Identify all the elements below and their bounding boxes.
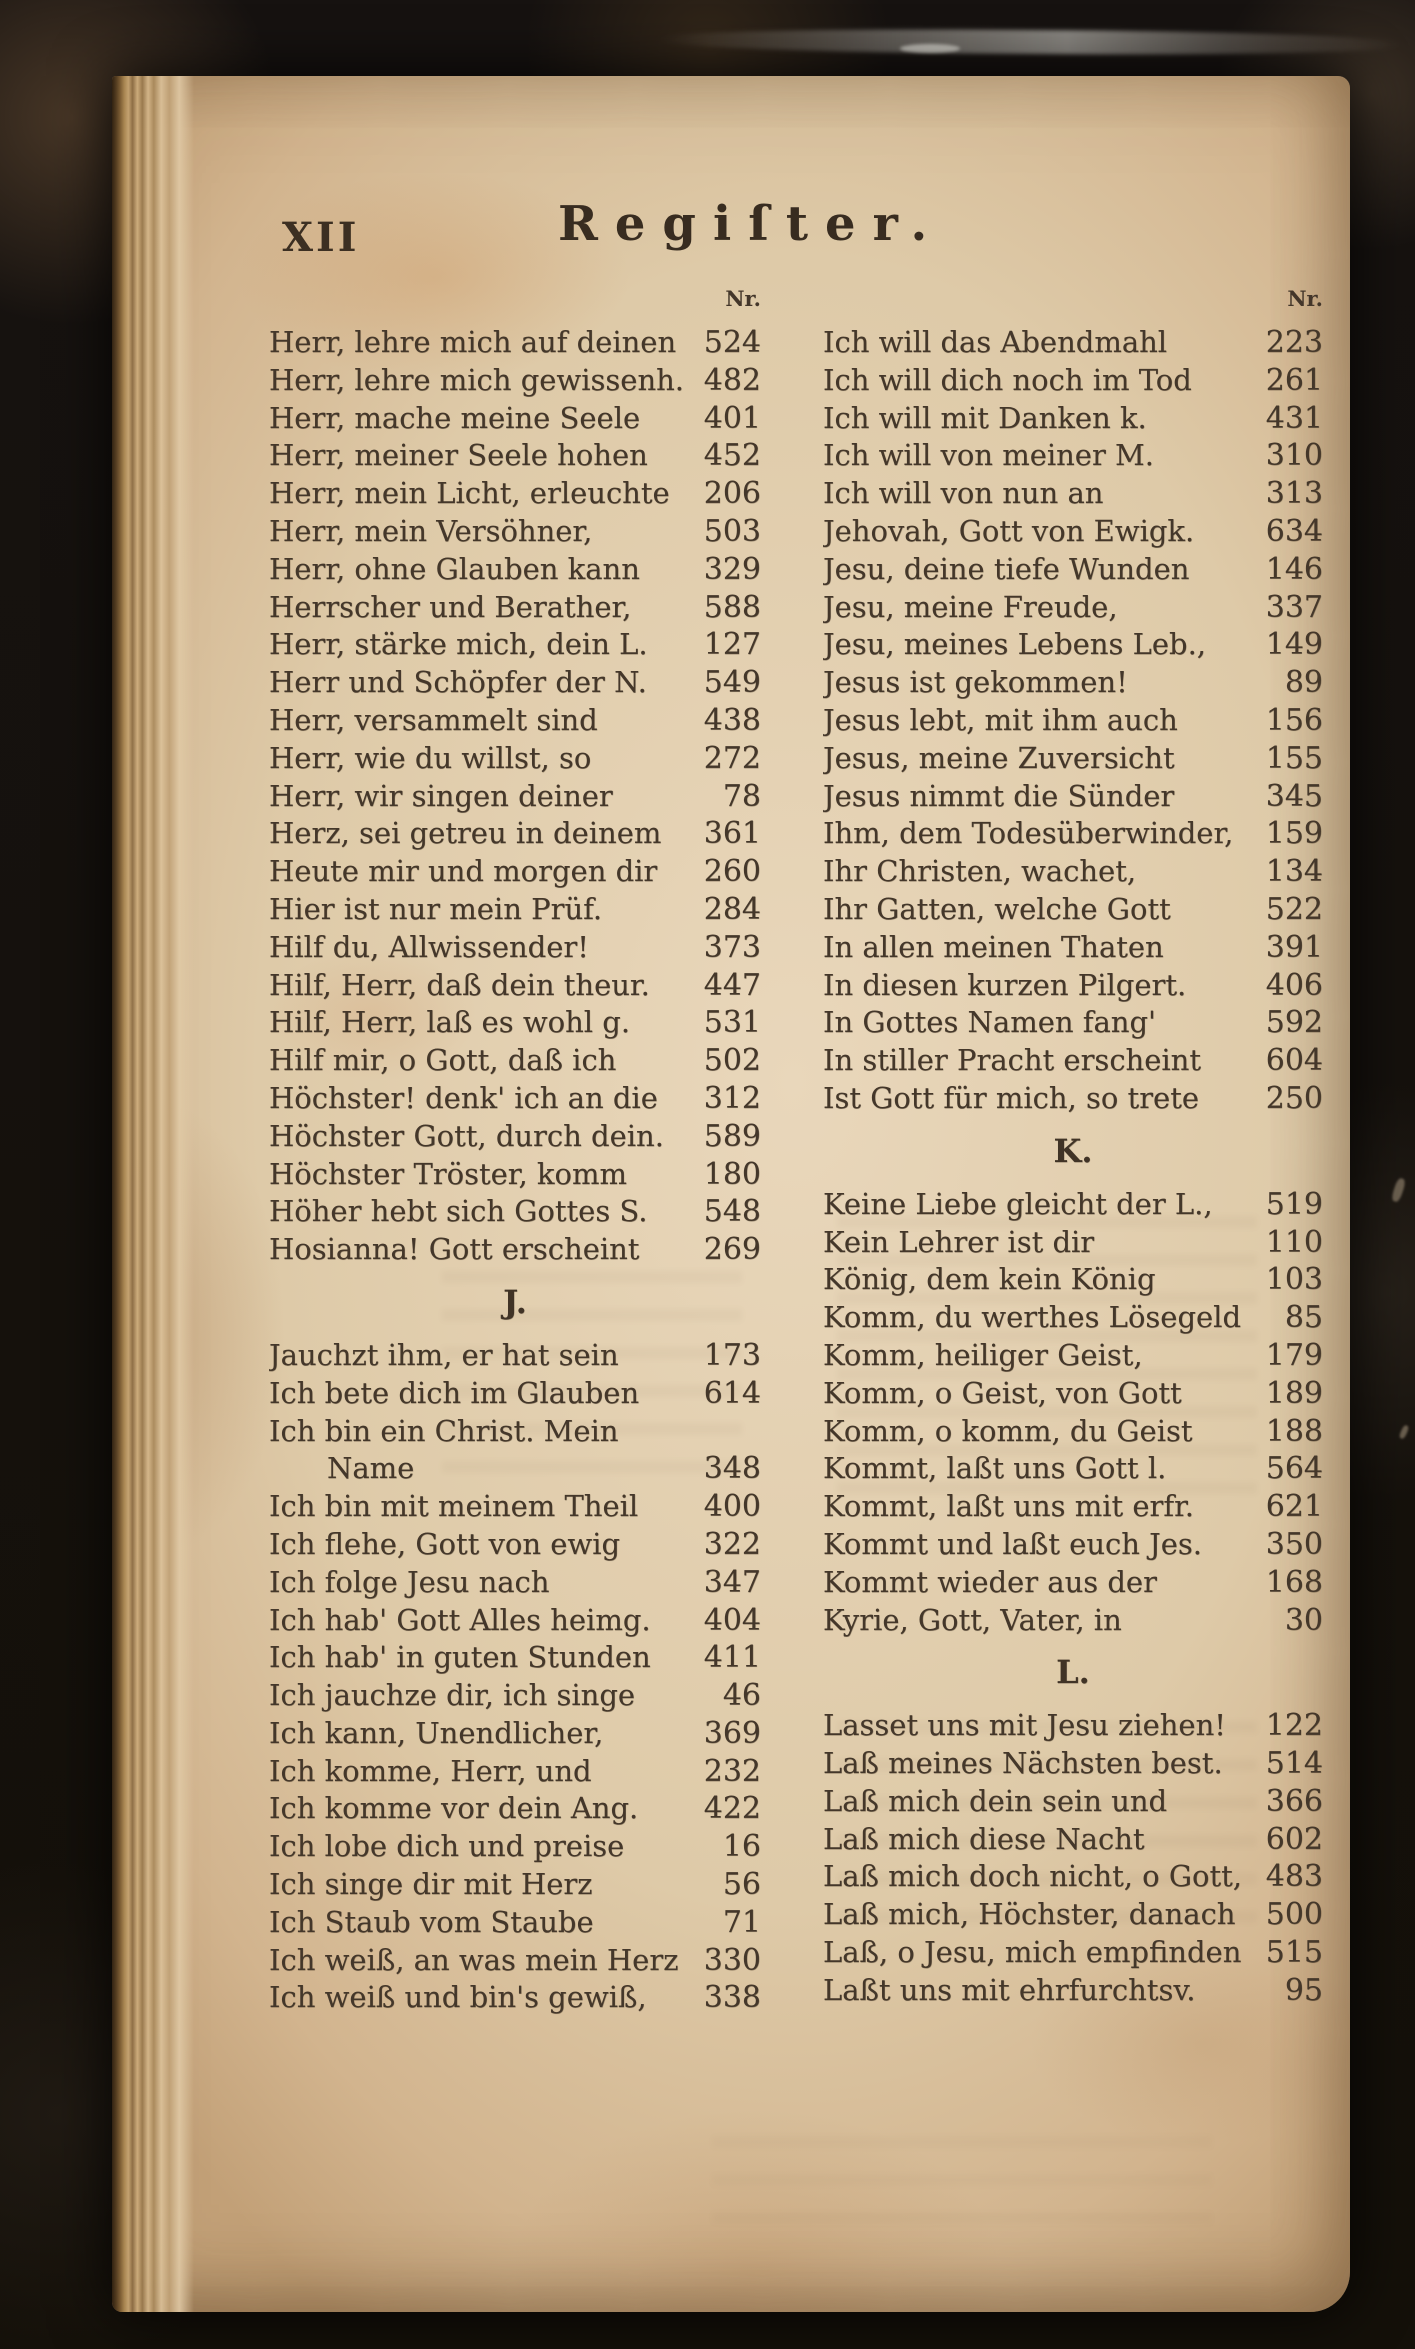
hymn-number: 71	[722, 1904, 761, 1940]
hymn-first-line: Herr, mein Versöhner,	[269, 513, 593, 548]
hymn-first-line: Ihr Gatten, welche Gott	[823, 891, 1171, 926]
hymn-number: 602	[1265, 1821, 1323, 1857]
register-entry	[823, 1224, 1323, 1262]
hymn-number: 78	[722, 778, 761, 814]
hymn-number: 250	[1265, 1080, 1323, 1116]
register-entry	[823, 1450, 1323, 1488]
hymn-number: 103	[1265, 1262, 1323, 1298]
hymn-first-line: Jesu, meines Lebens Leb.,	[823, 627, 1207, 662]
hymn-first-line: Heute mir und morgen dir	[269, 854, 658, 889]
hymn-number: 85	[1284, 1300, 1323, 1336]
register-entry	[823, 1526, 1323, 1564]
hymn-first-line: Ich Staub vom Staube	[269, 1904, 594, 1939]
register-entry	[269, 324, 761, 362]
hymn-number: 95	[1284, 1972, 1323, 2008]
hymn-number: 16	[722, 1829, 761, 1865]
hymn-first-line: Ist Gott für mich, so trete	[823, 1080, 1200, 1115]
hymn-number: 404	[703, 1602, 761, 1638]
register-entry	[823, 362, 1323, 400]
hymn-first-line: Ich flehe, Gott von ewig	[269, 1526, 621, 1561]
number-column-header-left: Nr.	[725, 286, 761, 311]
register-columns	[269, 324, 1323, 2017]
hymn-number: 310	[1265, 438, 1323, 474]
hymn-number: 159	[1265, 816, 1323, 852]
hymn-number: 180	[703, 1156, 761, 1192]
hymn-number: 313	[1265, 476, 1323, 512]
register-entry	[823, 400, 1323, 438]
register-entry	[823, 740, 1323, 778]
hymn-number: 634	[1265, 513, 1323, 549]
register-entry	[269, 1042, 761, 1080]
hymn-first-line: In allen meinen Thaten	[823, 929, 1164, 964]
register-entry	[823, 1488, 1323, 1526]
hymn-number: 330	[703, 1942, 761, 1978]
hymn-first-line: Komm, heiliger Geist,	[823, 1337, 1143, 1372]
hymn-first-line: Ich bin ein Christ. Mein	[269, 1413, 619, 1448]
cover-highlight-dash	[900, 44, 960, 53]
hymn-number: 604	[1265, 1043, 1323, 1079]
register-entry	[823, 778, 1323, 816]
hymn-first-line: Herr, wir singen deiner	[269, 778, 613, 813]
hymn-number: 149	[1265, 627, 1323, 663]
register-entry	[823, 1004, 1323, 1042]
hymn-number: 564	[1265, 1451, 1323, 1487]
hymn-number: 312	[703, 1080, 761, 1116]
hymn-first-line: Name	[327, 1451, 415, 1486]
register-entry	[823, 1821, 1323, 1859]
cover-highlight-streak	[660, 27, 1400, 56]
hymn-first-line: Ihm, dem Todesüberwinder,	[823, 816, 1234, 851]
hymn-number: 261	[1265, 362, 1323, 398]
hymn-first-line: Kyrie, Gott, Vater, in	[823, 1602, 1122, 1637]
hymn-number: 447	[703, 967, 761, 1003]
hymn-number: 284	[703, 891, 761, 927]
hymn-number: 366	[1265, 1783, 1323, 1819]
hymn-number: 614	[703, 1375, 761, 1411]
register-entry	[269, 853, 761, 891]
hymn-first-line: Herr, meiner Seele hohen	[269, 438, 648, 473]
register-entry	[269, 1866, 761, 1904]
register-entry	[823, 1261, 1323, 1299]
hymn-first-line: Herr, versammelt sind	[269, 702, 598, 737]
hymn-number: 422	[703, 1791, 761, 1827]
hymn-first-line: Ich jauchze dir, ich singe	[269, 1678, 636, 1713]
book-page	[112, 76, 1350, 2312]
register-entry	[823, 1858, 1323, 1896]
register-entry	[823, 815, 1323, 853]
hymn-first-line: Komm, o Geist, von Gott	[823, 1375, 1182, 1410]
hymn-number: 522	[1265, 891, 1323, 927]
hymn-number: 223	[1265, 325, 1323, 360]
hymn-first-line: Ich kann, Unendlicher,	[269, 1715, 604, 1750]
hymn-first-line: Kein Lehrer ist dir	[823, 1224, 1095, 1259]
register-entry	[823, 626, 1323, 664]
hymn-number: 134	[1265, 854, 1323, 890]
register-entry	[269, 1979, 761, 2017]
hymn-number: 391	[1265, 929, 1323, 965]
hymn-number: 514	[1265, 1746, 1323, 1782]
hymn-number: 411	[703, 1640, 761, 1676]
hymn-first-line: Ich hab' in guten Stunden	[269, 1640, 651, 1675]
register-entry	[823, 1186, 1323, 1224]
hymn-number: 338	[703, 1980, 761, 2016]
register-entry	[269, 967, 761, 1005]
page-title: Regiſter.	[558, 196, 945, 252]
hymn-number: 438	[703, 702, 761, 738]
hymn-first-line: Jauchzt ihm, er hat sein	[269, 1337, 619, 1372]
hymn-first-line: Komm, du werthes Lösegeld	[823, 1300, 1242, 1335]
register-entry	[269, 1450, 761, 1488]
hymn-number: 350	[1265, 1526, 1323, 1562]
register-entry	[269, 702, 761, 740]
register-entry	[269, 1375, 761, 1413]
hymn-first-line: Laß mich doch nicht, o Gott,	[823, 1859, 1242, 1894]
hymn-first-line: Ihr Christen, wachet,	[823, 854, 1137, 889]
register-entry	[269, 1413, 761, 1451]
hymn-first-line: Herr, stärke mich, dein L.	[269, 627, 648, 662]
register-entry	[269, 1828, 761, 1866]
hymn-first-line: In diesen kurzen Pilgert.	[823, 967, 1187, 1002]
register-entry	[823, 324, 1323, 362]
hymn-first-line: Jesus lebt, mit ihm auch	[823, 702, 1178, 737]
hymn-number: 524	[703, 325, 761, 360]
hymn-number: 56	[722, 1867, 761, 1903]
hymn-number: 179	[1265, 1337, 1323, 1373]
hymn-first-line: Ich will von nun an	[823, 476, 1104, 511]
register-entry	[823, 1080, 1323, 1118]
register-entry	[269, 362, 761, 400]
hymn-first-line: König, dem kein König	[823, 1262, 1156, 1297]
register-entry	[269, 778, 761, 816]
hymn-first-line: Kommt wieder aus der	[823, 1564, 1157, 1599]
hymn-number: 232	[703, 1753, 761, 1789]
margin-mark	[1398, 1424, 1409, 1439]
section-heading: L.	[1056, 1653, 1090, 1692]
hymn-number: 500	[1265, 1897, 1323, 1933]
hymn-first-line: Jesus ist gekommen!	[823, 665, 1128, 700]
hymn-first-line: Höchster Gott, durch dein.	[269, 1118, 664, 1153]
register-entry	[269, 891, 761, 929]
register-entry	[269, 1526, 761, 1564]
hymn-number: 482	[703, 362, 761, 398]
hymn-number: 621	[1265, 1489, 1323, 1525]
hymn-number: 347	[703, 1564, 761, 1600]
register-entry	[269, 1564, 761, 1602]
hymn-first-line: In stiller Pracht erscheint	[823, 1043, 1202, 1078]
hymn-first-line: Hosianna! Gott erscheint	[269, 1232, 640, 1267]
register-entry	[823, 1413, 1323, 1451]
register-entry	[269, 551, 761, 589]
hymn-first-line: Laß mich, Höchster, danach	[823, 1897, 1236, 1932]
register-entry	[269, 437, 761, 475]
hymn-number: 110	[1265, 1224, 1323, 1260]
register-entry	[823, 1745, 1323, 1783]
register-entry	[823, 513, 1323, 551]
register-entry	[269, 664, 761, 702]
register-entry	[269, 1715, 761, 1753]
hymn-first-line: Herr und Schöpfer der N.	[269, 665, 647, 700]
hymn-number: 173	[703, 1337, 761, 1373]
register-entry	[269, 1904, 761, 1942]
hymn-first-line: Ich bin mit meinem Theil	[269, 1489, 639, 1524]
hymn-first-line: Herr, lehre mich gewissenh.	[269, 362, 685, 397]
register-entry	[269, 1156, 761, 1194]
hymn-first-line: Jesu, deine tiefe Wunden	[823, 551, 1190, 586]
hymn-first-line: Herr, mache meine Seele	[269, 400, 641, 435]
register-entry	[269, 815, 761, 853]
hymn-first-line: In Gottes Namen fang'	[823, 1005, 1157, 1040]
register-entry	[269, 1677, 761, 1715]
hymn-first-line: Jehovah, Gott von Ewigk.	[823, 513, 1195, 548]
hymn-first-line: Laß mich diese Nacht	[823, 1821, 1145, 1856]
register-entry	[269, 1231, 761, 1269]
register-entry	[823, 1602, 1323, 1640]
hymn-first-line: Ich will von meiner M.	[823, 438, 1154, 473]
hymn-number: 483	[1265, 1859, 1323, 1895]
hymn-number: 406	[1265, 967, 1323, 1003]
register-entry	[823, 967, 1323, 1005]
register-entry	[269, 626, 761, 664]
hymn-number: 269	[703, 1232, 761, 1268]
register-entry	[269, 1193, 761, 1231]
hymn-number: 400	[703, 1489, 761, 1525]
hymn-first-line: Hilf, Herr, laß es wohl g.	[269, 1005, 631, 1040]
register-entry	[269, 1118, 761, 1156]
hymn-number: 548	[703, 1194, 761, 1230]
hymn-first-line: Höher hebt sich Gottes S.	[269, 1194, 648, 1229]
hymn-number: 322	[703, 1526, 761, 1562]
hymn-first-line: Lasset uns mit Jesu ziehen!	[823, 1708, 1226, 1743]
hymn-number: 272	[703, 740, 761, 776]
register-entry	[269, 1790, 761, 1828]
hymn-number: 401	[703, 400, 761, 436]
register-entry	[269, 475, 761, 513]
hymn-first-line: Kommt, laßt uns Gott l.	[823, 1451, 1167, 1486]
hymn-first-line: Ich lobe dich und preise	[269, 1829, 625, 1864]
hymn-number: 515	[1265, 1935, 1323, 1971]
register-entry	[823, 1934, 1323, 1972]
hymn-first-line: Hilf mir, o Gott, daß ich	[269, 1043, 617, 1078]
register-entry	[269, 1639, 761, 1677]
hymn-number: 168	[1265, 1564, 1323, 1600]
hymn-first-line: Ich folge Jesu nach	[269, 1564, 550, 1599]
hymn-number: 348	[703, 1451, 761, 1487]
hymn-number: 127	[703, 627, 761, 663]
register-entry	[823, 1783, 1323, 1821]
register-entry	[269, 400, 761, 438]
hymn-number: 503	[703, 513, 761, 549]
hymn-first-line: Höchster Tröster, komm	[269, 1156, 627, 1191]
register-entry	[823, 551, 1323, 589]
hymn-number: 588	[703, 589, 761, 625]
hymn-number: 146	[1265, 551, 1323, 587]
left-column	[269, 324, 761, 2017]
hymn-first-line: Keine Liebe gleicht der L.,	[823, 1186, 1213, 1221]
hymn-number: 452	[703, 438, 761, 474]
register-entry	[269, 1004, 761, 1042]
hymn-number: 592	[1265, 1005, 1323, 1041]
register-entry	[269, 589, 761, 627]
hymn-number: 89	[1284, 665, 1323, 701]
hymn-first-line: Hilf du, Allwissender!	[269, 929, 589, 964]
section-heading: K.	[1053, 1131, 1093, 1170]
hymn-number: 361	[703, 816, 761, 852]
register-entry	[823, 1564, 1323, 1602]
register-entry	[269, 1942, 761, 1980]
register-entry	[823, 1042, 1323, 1080]
register-entry	[823, 1707, 1323, 1745]
hymn-number: 155	[1265, 740, 1323, 776]
hymn-first-line: Jesus nimmt die Sünder	[823, 778, 1175, 813]
register-entry	[269, 1602, 761, 1640]
hymn-number: 337	[1265, 589, 1323, 625]
register-entry	[269, 1488, 761, 1526]
hymn-first-line: Jesus, meine Zuversicht	[823, 740, 1175, 775]
hymn-number: 345	[1265, 778, 1323, 814]
hymn-number: 30	[1284, 1602, 1323, 1638]
hymn-number: 519	[1265, 1186, 1323, 1222]
register-entry	[823, 702, 1323, 740]
hymn-first-line: Ich weiß, an was mein Herz	[269, 1942, 679, 1977]
register-entry	[269, 929, 761, 967]
hymn-first-line: Hier ist nur mein Prüf.	[269, 891, 603, 926]
register-entry	[823, 664, 1323, 702]
hymn-first-line: Komm, o komm, du Geist	[823, 1413, 1193, 1448]
hymn-number: 206	[703, 476, 761, 512]
register-entry	[823, 929, 1323, 967]
hymn-first-line: Herr, mein Licht, erleuchte	[269, 476, 670, 511]
hymn-first-line: Herr, wie du willst, so	[269, 740, 592, 775]
register-entry	[823, 1896, 1323, 1934]
hymn-first-line: Ich will mit Danken k.	[823, 400, 1147, 435]
register-entry	[269, 513, 761, 551]
hymn-number: 502	[703, 1043, 761, 1079]
register-entry	[823, 1375, 1323, 1413]
hymn-first-line: Herz, sei getreu in deinem	[269, 816, 662, 851]
hymn-number: 549	[703, 665, 761, 701]
number-column-header-right: Nr.	[1287, 286, 1323, 311]
hymn-number: 189	[1265, 1375, 1323, 1411]
hymn-first-line: Laß mich dein sein und	[823, 1783, 1168, 1818]
register-entry	[823, 475, 1323, 513]
register-entry	[269, 1080, 761, 1118]
hymn-number: 122	[1265, 1708, 1323, 1744]
hymn-first-line: Höchster! denk' ich an die	[269, 1080, 658, 1115]
register-entry	[823, 1972, 1323, 2010]
register-entry	[823, 437, 1323, 475]
hymn-number: 369	[703, 1715, 761, 1751]
register-entry	[823, 1299, 1323, 1337]
register-entry	[823, 891, 1323, 929]
hymn-first-line: Herrscher und Berather,	[269, 589, 632, 624]
hymn-first-line: Herr, ohne Glauben kann	[269, 551, 640, 586]
hymn-first-line: Ich komme, Herr, und	[269, 1753, 592, 1788]
hymn-first-line: Kommt, laßt uns mit erfr.	[823, 1489, 1194, 1524]
hymn-first-line: Laß meines Nächsten best.	[823, 1746, 1223, 1781]
register-entry	[823, 853, 1323, 891]
hymn-first-line: Laß, o Jesu, mich empfinden	[823, 1935, 1242, 1970]
register-entry	[823, 1337, 1323, 1375]
hymn-first-line: Herr, lehre mich auf deinen	[269, 325, 677, 359]
section-heading: J.	[503, 1282, 527, 1321]
page-number: XII	[282, 214, 360, 261]
hymn-number: 373	[703, 929, 761, 965]
show-through-texture	[712, 2136, 1212, 2246]
hymn-first-line: Laßt uns mit ehrfurchtsv.	[823, 1972, 1196, 2007]
hymn-first-line: Jesu, meine Freude,	[823, 589, 1118, 624]
hymn-first-line: Hilf, Herr, daß dein theur.	[269, 967, 650, 1002]
hymn-number: 531	[703, 1005, 761, 1041]
hymn-number: 46	[722, 1678, 761, 1714]
margin-mark	[1391, 1177, 1407, 1203]
hymn-number: 589	[703, 1118, 761, 1154]
hymn-number: 156	[1265, 702, 1323, 738]
register-entry	[823, 589, 1323, 627]
register-entry	[269, 740, 761, 778]
hymn-first-line: Ich bete dich im Glauben	[269, 1375, 640, 1410]
hymn-number: 188	[1265, 1413, 1323, 1449]
right-column	[823, 324, 1323, 2017]
hymn-first-line: Ich hab' Gott Alles heimg.	[269, 1602, 651, 1637]
page-edge-stack	[112, 76, 194, 2312]
hymn-first-line: Kommt und laßt euch Jes.	[823, 1526, 1203, 1561]
hymn-first-line: Ich weiß und bin's gewiß,	[269, 1980, 647, 2015]
hymn-number: 260	[703, 854, 761, 890]
hymn-first-line: Ich will das Abendmahl	[823, 325, 1168, 359]
register-entry	[269, 1337, 761, 1375]
hymn-first-line: Ich will dich noch im Tod	[823, 362, 1192, 397]
register-entry	[269, 1753, 761, 1791]
hymn-number: 329	[703, 551, 761, 587]
hymn-first-line: Ich singe dir mit Herz	[269, 1867, 593, 1902]
hymn-first-line: Ich komme vor dein Ang.	[269, 1791, 639, 1826]
hymn-number: 431	[1265, 400, 1323, 436]
